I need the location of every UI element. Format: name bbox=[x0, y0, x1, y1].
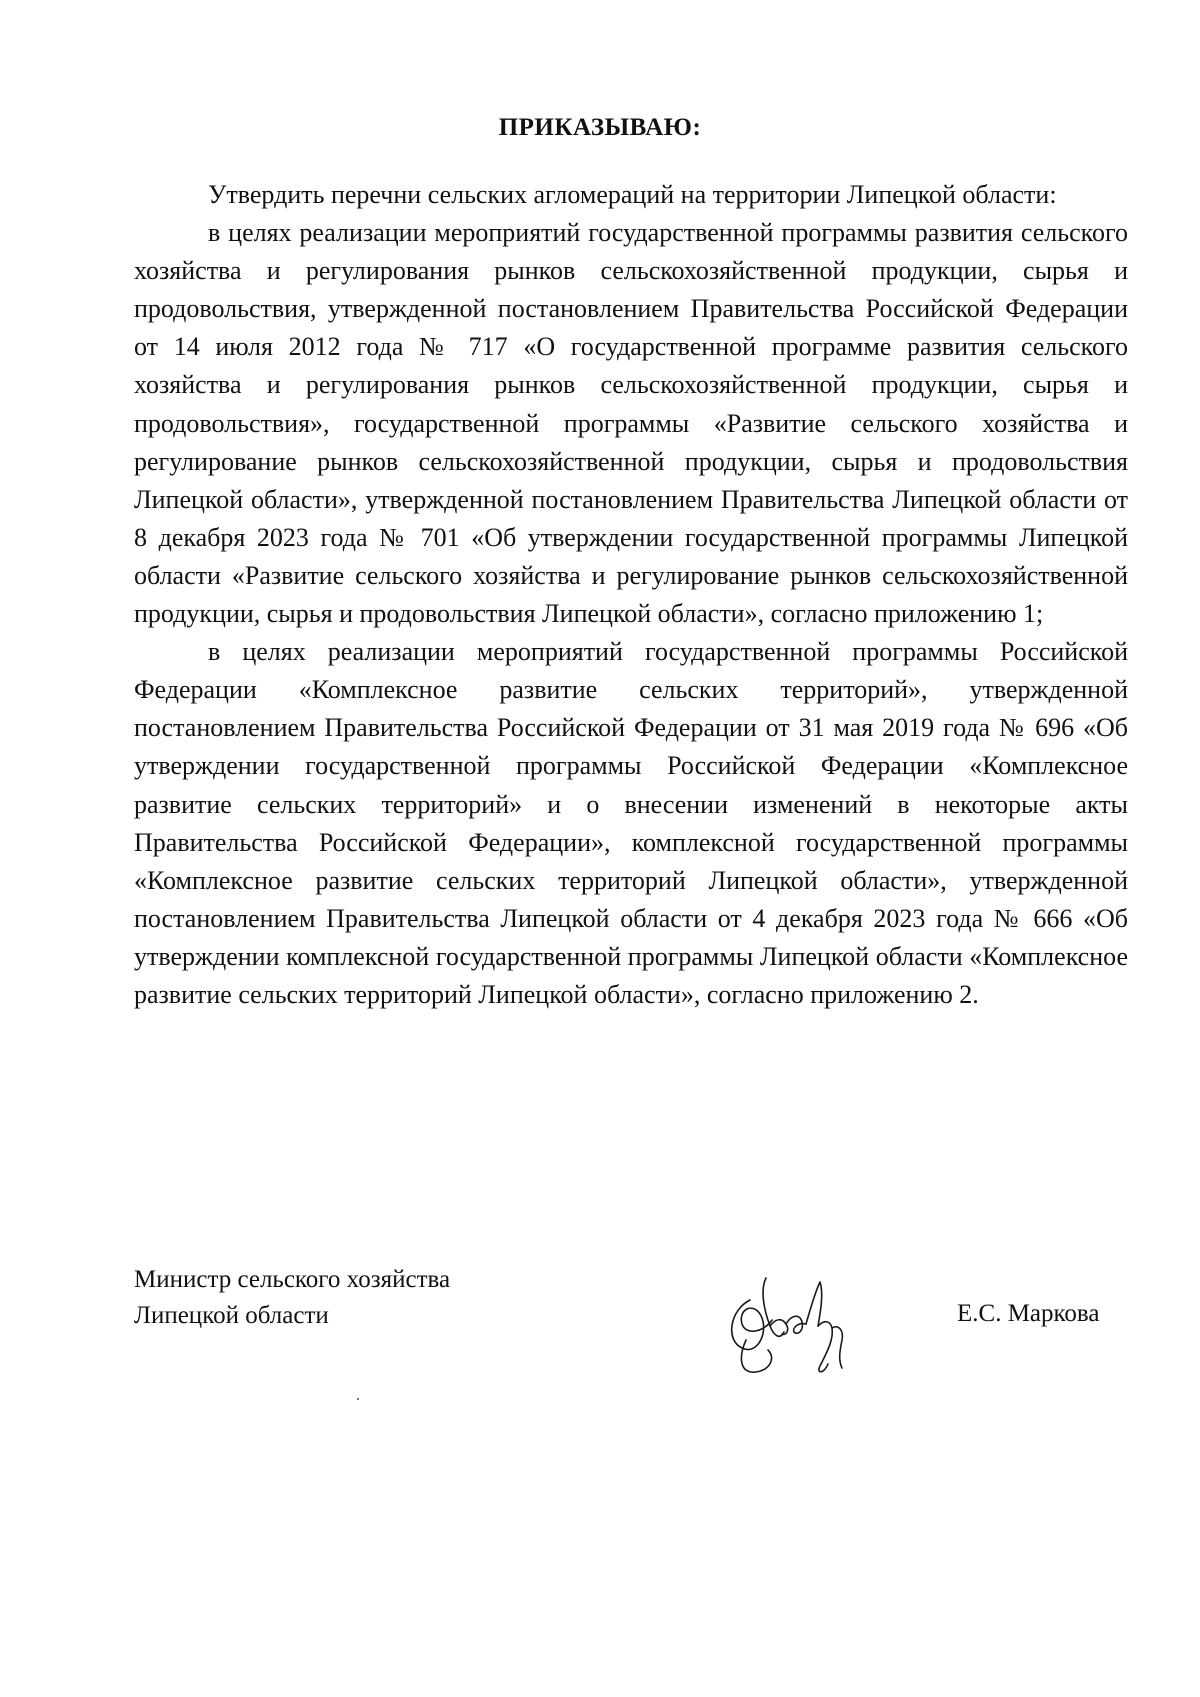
scan-speck bbox=[357, 1398, 359, 1400]
signatory-name: Е.С. Маркова bbox=[957, 1300, 1100, 1327]
order-body bbox=[134, 176, 1128, 1014]
signatory-title-line2: Липецкой области bbox=[134, 1302, 329, 1329]
paragraph-appendix-1: в целях реализации мероприятий государственной программы развития сельского хозяйства и регулирования рынков сельскохозяйственной продукции, сырья и продовольствия, утвержденной постановлением Правительства Российской Федерации от 14 июля 2012 года № 717 «О государственной программе развития сельского хозяйства и регулирования рынков сельскохозяйственной продукции, сырья и продовольствия», государственной программы «Развитие сельского хозяйства и регулирование рынков сельскохозяйственной продукции, сырья и продовольствия Липецкой области», утвержденной постановлением Правительства Липецкой области от 8 декабря 2023 года № 701 «Об утверждении государственной программы Липецкой области «Развитие сельского хозяйства и регулирование рынков сельскохозяйственной продукции, сырья и продовольствия Липецкой области», согласно приложению 1; bbox=[134, 218, 1128, 629]
order-heading: ПРИКАЗЫВАЮ: bbox=[498, 114, 702, 141]
signatory-title bbox=[134, 1262, 450, 1334]
paragraph-intro: Утвердить перечни сельских агломераций на территории Липецкой области: bbox=[208, 180, 1057, 209]
paragraph-appendix-2: в целях реализации мероприятий государственной программы Российской Федерации «Комплексное развитие сельских территорий», утвержденной постановлением Правительства Российской Федерации от 31 мая 2019 года № 696 «Об утверждении государственной программы Российской Федерации «Комплексное развитие сельских территорий» и о внесении изменений в некоторые акты Правительства Российской Федерации», комплексной государственной программы «Комплексное развитие сельских территорий Липецкой области», утвержденной постановлением Правительства Липецкой области от 4 декабря 2023 года № 666 «Об утверждении комплексной государственной программы Липецкой области «Комплексное развитие сельских территорий Липецкой области», согласно приложению 2. bbox=[134, 637, 1128, 1009]
handwritten-signature bbox=[720, 1270, 868, 1380]
signatory-title-line1: Министр сельского хозяйства bbox=[134, 1266, 451, 1293]
